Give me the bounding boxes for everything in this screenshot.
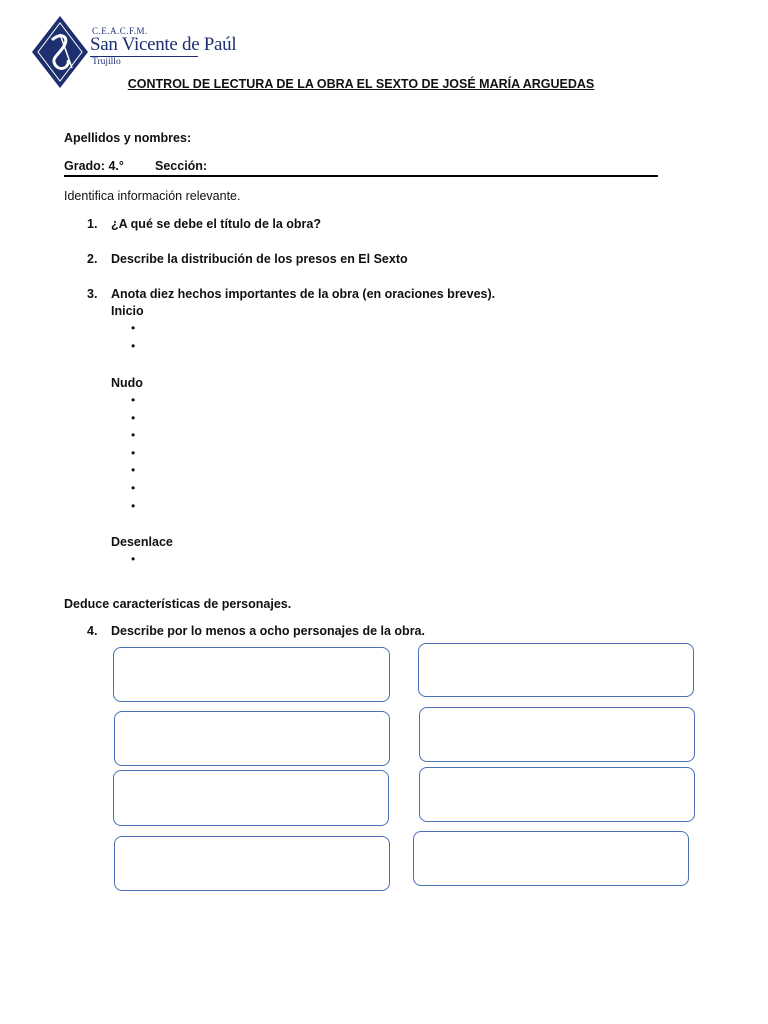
character-box-2[interactable]	[418, 643, 694, 697]
character-box-5[interactable]	[113, 770, 389, 826]
character-box-1[interactable]	[113, 647, 390, 702]
institution-city: Trujillo	[92, 57, 121, 67]
nudo-label: Nudo	[111, 376, 143, 390]
q4-number: 4.	[87, 624, 98, 638]
list-bullet: •	[131, 481, 136, 495]
inicio-label: Inicio	[111, 304, 144, 318]
header-rule	[64, 175, 658, 177]
character-box-3[interactable]	[114, 711, 390, 766]
institution-prefix: C.E.A.C.F.M.	[92, 26, 148, 36]
q1-number: 1.	[87, 217, 98, 231]
list-bullet: •	[131, 428, 136, 442]
character-box-8[interactable]	[413, 831, 689, 886]
character-box-7[interactable]	[114, 836, 390, 891]
q2-number: 2.	[87, 252, 98, 266]
section1-heading: Identifica información relevante.	[64, 189, 241, 203]
section-label: Sección:	[155, 159, 208, 173]
list-bullet: •	[131, 446, 136, 460]
institution-name: San Vicente de Paúl	[90, 34, 237, 55]
list-bullet: •	[131, 552, 136, 566]
list-bullet: •	[131, 463, 136, 477]
q2-text: Describe la distribución de los presos en El Sexto	[111, 252, 408, 266]
q4-text: Describe por lo menos a ocho personajes de la obra.	[111, 624, 425, 638]
q1-text: ¿A qué se debe el título de la obra?	[111, 217, 321, 231]
list-bullet: •	[131, 339, 136, 353]
character-box-4[interactable]	[419, 707, 695, 762]
character-box-6[interactable]	[419, 767, 695, 822]
list-bullet: •	[131, 321, 136, 335]
list-bullet: •	[131, 499, 136, 513]
desenlace-label: Desenlace	[111, 535, 173, 549]
document-title: CONTROL DE LECTURA DE LA OBRA EL SEXTO DE JOSÉ MARÍA ARGUEDAS	[127, 77, 595, 91]
list-bullet: •	[131, 393, 136, 407]
section2-heading: Deduce características de personajes.	[64, 597, 292, 611]
q3-text: Anota diez hechos importantes de la obra (en oraciones breves).	[111, 287, 496, 301]
names-label: Apellidos y nombres:	[64, 131, 192, 145]
grade-label: Grado: 4.°	[64, 159, 124, 173]
list-bullet: •	[131, 411, 136, 425]
q3-number: 3.	[87, 287, 98, 301]
